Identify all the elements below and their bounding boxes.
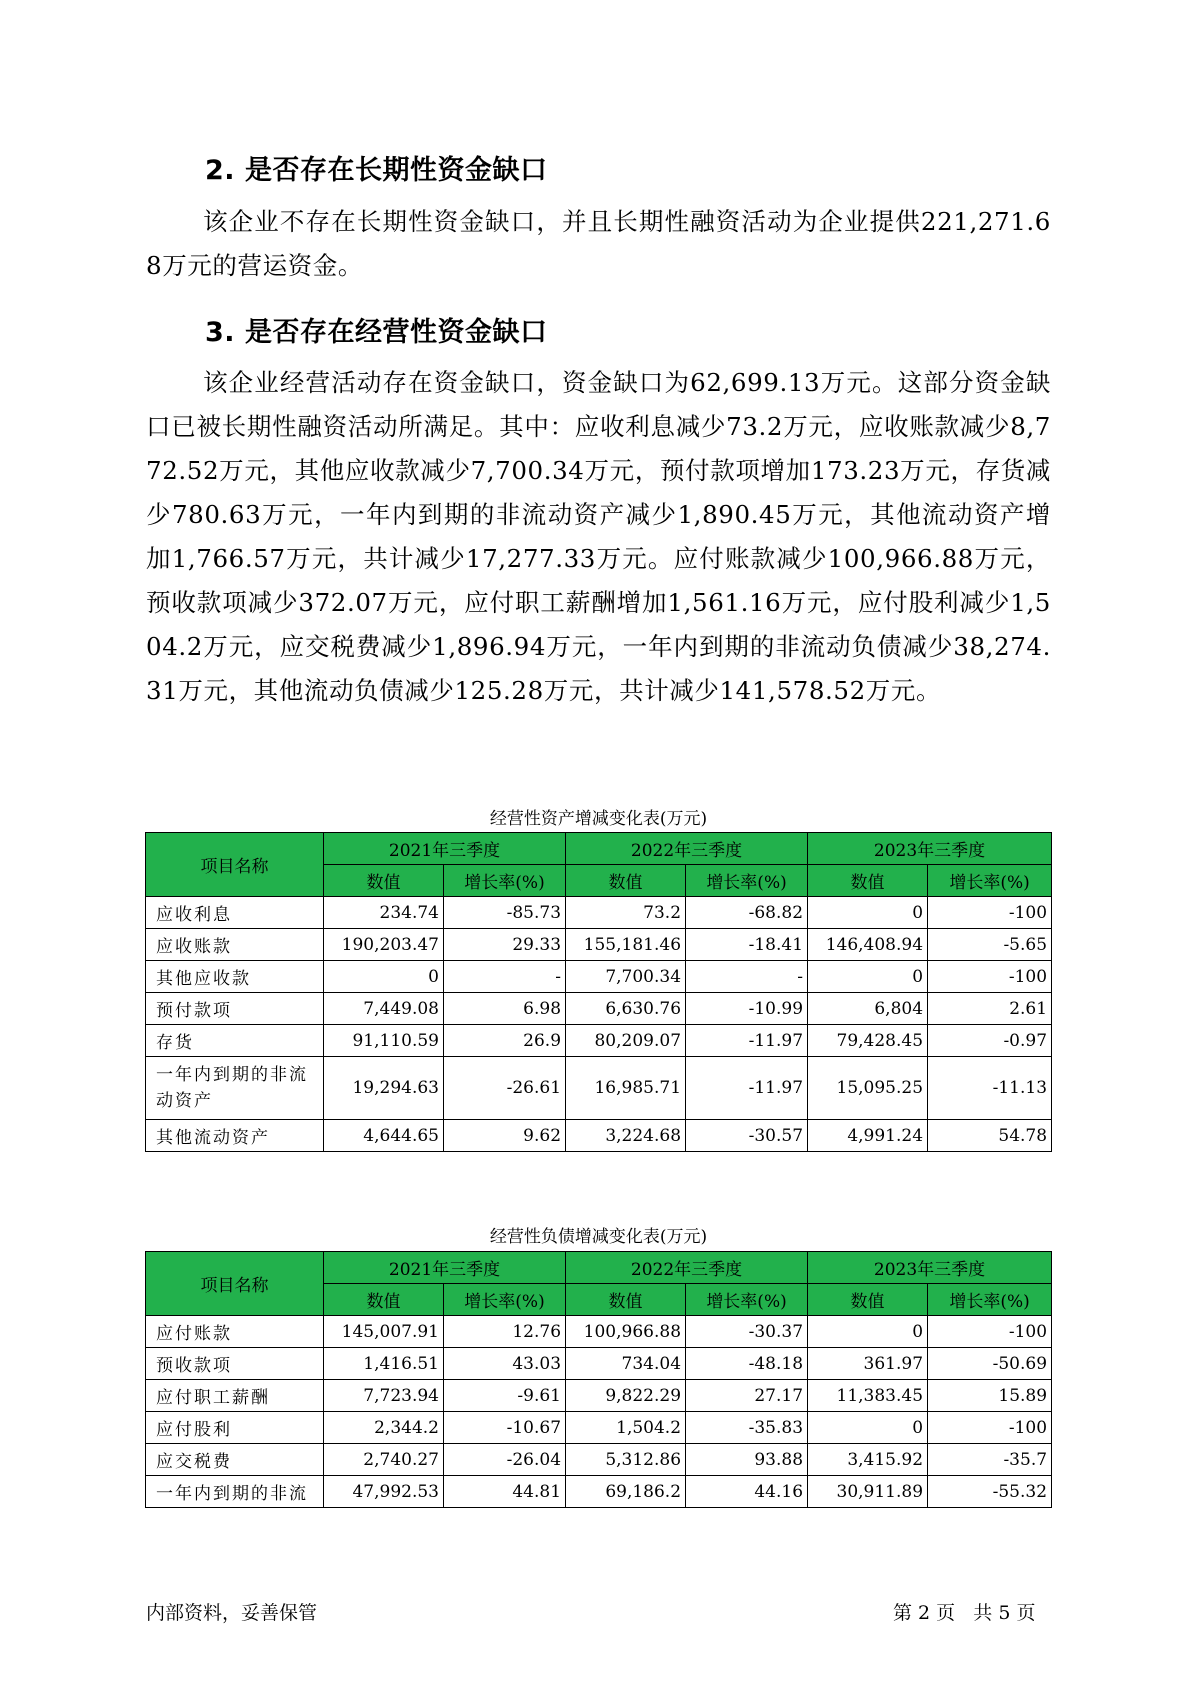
cell-value: 0 xyxy=(808,897,928,929)
cell-value: 16,985.71 xyxy=(566,1057,686,1120)
cell-growth-rate: -50.69 xyxy=(928,1348,1052,1380)
cell-value: 9,822.29 xyxy=(566,1380,686,1412)
cell-value: 7,723.94 xyxy=(324,1380,444,1412)
header-period-2021: 2021年三季度 xyxy=(324,833,566,865)
header-growth: 增长率(%) xyxy=(444,865,566,897)
header-period-2022: 2022年三季度 xyxy=(566,1252,808,1284)
row-item-name: 应交税费 xyxy=(146,1444,324,1476)
header-value: 数值 xyxy=(566,865,686,897)
header-period-2023: 2023年三季度 xyxy=(808,833,1052,865)
cell-growth-rate: - xyxy=(686,961,808,993)
cell-value: 5,312.86 xyxy=(566,1444,686,1476)
cell-value: 11,383.45 xyxy=(808,1380,928,1412)
header-growth: 增长率(%) xyxy=(686,1284,808,1316)
table-row xyxy=(146,1444,1052,1476)
table-row xyxy=(146,1412,1052,1444)
cell-growth-rate: 6.98 xyxy=(444,993,566,1025)
table-row xyxy=(146,993,1052,1025)
row-item-name: 一年内到期的非流动资产 xyxy=(146,1057,324,1120)
table-row xyxy=(146,1380,1052,1412)
cell-value: 0 xyxy=(808,1412,928,1444)
liabilities-change-table xyxy=(145,1251,1052,1508)
cell-growth-rate: -10.67 xyxy=(444,1412,566,1444)
cell-growth-rate: 2.61 xyxy=(928,993,1052,1025)
cell-value: 0 xyxy=(324,961,444,993)
cell-growth-rate: 44.81 xyxy=(444,1476,566,1508)
header-value: 数值 xyxy=(324,865,444,897)
cell-growth-rate: 93.88 xyxy=(686,1444,808,1476)
footer-confidential-note: 内部资料，妥善保管 xyxy=(146,1602,318,1624)
table-caption-assets: 经营性资产增减变化表(万元) xyxy=(489,809,708,829)
cell-growth-rate: -10.99 xyxy=(686,993,808,1025)
cell-value: 1,416.51 xyxy=(324,1348,444,1380)
header-growth: 增长率(%) xyxy=(686,865,808,897)
cell-value: 80,209.07 xyxy=(566,1025,686,1057)
cell-growth-rate: 44.16 xyxy=(686,1476,808,1508)
cell-value: 234.74 xyxy=(324,897,444,929)
cell-growth-rate: -11.97 xyxy=(686,1025,808,1057)
cell-growth-rate: 9.62 xyxy=(444,1120,566,1152)
cell-growth-rate: 29.33 xyxy=(444,929,566,961)
cell-growth-rate: - xyxy=(444,961,566,993)
cell-growth-rate: -85.73 xyxy=(444,897,566,929)
cell-value: 734.04 xyxy=(566,1348,686,1380)
cell-value: 7,449.08 xyxy=(324,993,444,1025)
row-item-name: 应付账款 xyxy=(146,1316,324,1348)
header-value: 数值 xyxy=(808,1284,928,1316)
cell-growth-rate: -11.13 xyxy=(928,1057,1052,1120)
cell-growth-rate: -18.41 xyxy=(686,929,808,961)
row-item-name: 应收账款 xyxy=(146,929,324,961)
cell-value: 6,630.76 xyxy=(566,993,686,1025)
row-item-name: 存货 xyxy=(146,1025,324,1057)
cell-value: 3,415.92 xyxy=(808,1444,928,1476)
cell-growth-rate: -30.37 xyxy=(686,1316,808,1348)
table-row xyxy=(146,1348,1052,1380)
row-item-name: 预收款项 xyxy=(146,1348,324,1380)
table-row xyxy=(146,1316,1052,1348)
section-paragraph-long-term-gap: 该企业不存在长期性资金缺口，并且长期性融资活动为企业提供221,271.68万元的营运资金。 xyxy=(146,207,1051,280)
cell-value: 19,294.63 xyxy=(324,1057,444,1120)
header-item-name: 项目名称 xyxy=(146,833,324,897)
cell-value: 0 xyxy=(808,961,928,993)
row-item-name: 其他流动资产 xyxy=(146,1120,324,1152)
cell-value: 190,203.47 xyxy=(324,929,444,961)
row-item-name: 应付职工薪酬 xyxy=(146,1380,324,1412)
header-period-2022: 2022年三季度 xyxy=(566,833,808,865)
cell-value: 361.97 xyxy=(808,1348,928,1380)
table-row xyxy=(146,1025,1052,1057)
cell-value: 69,186.2 xyxy=(566,1476,686,1508)
cell-growth-rate: -9.61 xyxy=(444,1380,566,1412)
cell-value: 7,700.34 xyxy=(566,961,686,993)
cell-growth-rate: 15.89 xyxy=(928,1380,1052,1412)
liabilities-table-body xyxy=(146,1316,1052,1508)
cell-value: 4,991.24 xyxy=(808,1120,928,1152)
cell-growth-rate: -100 xyxy=(928,1316,1052,1348)
cell-growth-rate: -30.57 xyxy=(686,1120,808,1152)
table-row xyxy=(146,1057,1052,1120)
cell-growth-rate: -26.04 xyxy=(444,1444,566,1476)
table-row xyxy=(146,961,1052,993)
section-heading-long-term-gap: 2. 是否存在长期性资金缺口 xyxy=(205,155,548,186)
row-item-name: 应收利息 xyxy=(146,897,324,929)
header-period-2021: 2021年三季度 xyxy=(324,1252,566,1284)
cell-growth-rate: -26.61 xyxy=(444,1057,566,1120)
cell-growth-rate: -100 xyxy=(928,961,1052,993)
cell-value: 15,095.25 xyxy=(808,1057,928,1120)
cell-growth-rate: -35.83 xyxy=(686,1412,808,1444)
header-growth: 增长率(%) xyxy=(444,1284,566,1316)
cell-growth-rate: 54.78 xyxy=(928,1120,1052,1152)
row-item-name: 其他应收款 xyxy=(146,961,324,993)
table-caption-liabilities: 经营性负债增减变化表(万元) xyxy=(489,1227,708,1247)
cell-growth-rate: -35.7 xyxy=(928,1444,1052,1476)
cell-value: 2,740.27 xyxy=(324,1444,444,1476)
table-row xyxy=(146,1476,1052,1508)
cell-value: 6,804 xyxy=(808,993,928,1025)
section-paragraph-operating-gap: 该企业经营活动存在资金缺口，资金缺口为62,699.13万元。这部分资金缺口已被长期性融资活动所满足。其中：应收利息减少73.2万元，应收账款减少8,772.52万元，其他应收款减少7,700.34万元，预付款项增加173.23万元，存货减少780.63万元，一年内到期的非流动资产减少1,890.45万元，其他流动资产增加1,766.57万元，共计减少17,277.33万元。应付账款减少100,966.88万元，预收款项减少372.07万元，应付职工薪酬增加1,561.16万元，应付股利减少1,504.2万元，应交税费减少1,896.94万元，一年内到期的非流动负债减少38,274.31万元，其他流动负债减少125.28万元，共计减少141,578.52万元。 xyxy=(146,368,1051,705)
row-item-name: 应付股利 xyxy=(146,1412,324,1444)
cell-growth-rate: 27.17 xyxy=(686,1380,808,1412)
table-row xyxy=(146,897,1052,929)
cell-growth-rate: -100 xyxy=(928,1412,1052,1444)
section-heading-operating-gap: 3. 是否存在经营性资金缺口 xyxy=(205,317,548,348)
header-item-name: 项目名称 xyxy=(146,1252,324,1316)
cell-growth-rate: 12.76 xyxy=(444,1316,566,1348)
cell-growth-rate: 26.9 xyxy=(444,1025,566,1057)
table-row xyxy=(146,1120,1052,1152)
table-row xyxy=(146,929,1052,961)
cell-value: 145,007.91 xyxy=(324,1316,444,1348)
cell-growth-rate: -55.32 xyxy=(928,1476,1052,1508)
cell-value: 79,428.45 xyxy=(808,1025,928,1057)
header-period-2023: 2023年三季度 xyxy=(808,1252,1052,1284)
cell-value: 4,644.65 xyxy=(324,1120,444,1152)
cell-growth-rate: 43.03 xyxy=(444,1348,566,1380)
cell-growth-rate: -0.97 xyxy=(928,1025,1052,1057)
header-growth: 增长率(%) xyxy=(928,865,1052,897)
cell-value: 146,408.94 xyxy=(808,929,928,961)
cell-value: 155,181.46 xyxy=(566,929,686,961)
header-value: 数值 xyxy=(566,1284,686,1316)
cell-growth-rate: -11.97 xyxy=(686,1057,808,1120)
cell-growth-rate: -5.65 xyxy=(928,929,1052,961)
cell-growth-rate: -48.18 xyxy=(686,1348,808,1380)
cell-value: 3,224.68 xyxy=(566,1120,686,1152)
cell-value: 2,344.2 xyxy=(324,1412,444,1444)
row-item-name: 预付款项 xyxy=(146,993,324,1025)
assets-change-table xyxy=(145,832,1052,1152)
footer-page-number: 第 2 页 共 5 页 xyxy=(893,1602,1036,1624)
assets-table-body xyxy=(146,897,1052,1152)
cell-value: 73.2 xyxy=(566,897,686,929)
header-growth: 增长率(%) xyxy=(928,1284,1052,1316)
cell-value: 47,992.53 xyxy=(324,1476,444,1508)
cell-value: 1,504.2 xyxy=(566,1412,686,1444)
cell-value: 30,911.89 xyxy=(808,1476,928,1508)
header-value: 数值 xyxy=(808,865,928,897)
cell-value: 100,966.88 xyxy=(566,1316,686,1348)
row-item-name: 一年内到期的非流 xyxy=(146,1476,324,1508)
cell-growth-rate: -68.82 xyxy=(686,897,808,929)
cell-value: 91,110.59 xyxy=(324,1025,444,1057)
cell-growth-rate: -100 xyxy=(928,897,1052,929)
header-value: 数值 xyxy=(324,1284,444,1316)
cell-value: 0 xyxy=(808,1316,928,1348)
